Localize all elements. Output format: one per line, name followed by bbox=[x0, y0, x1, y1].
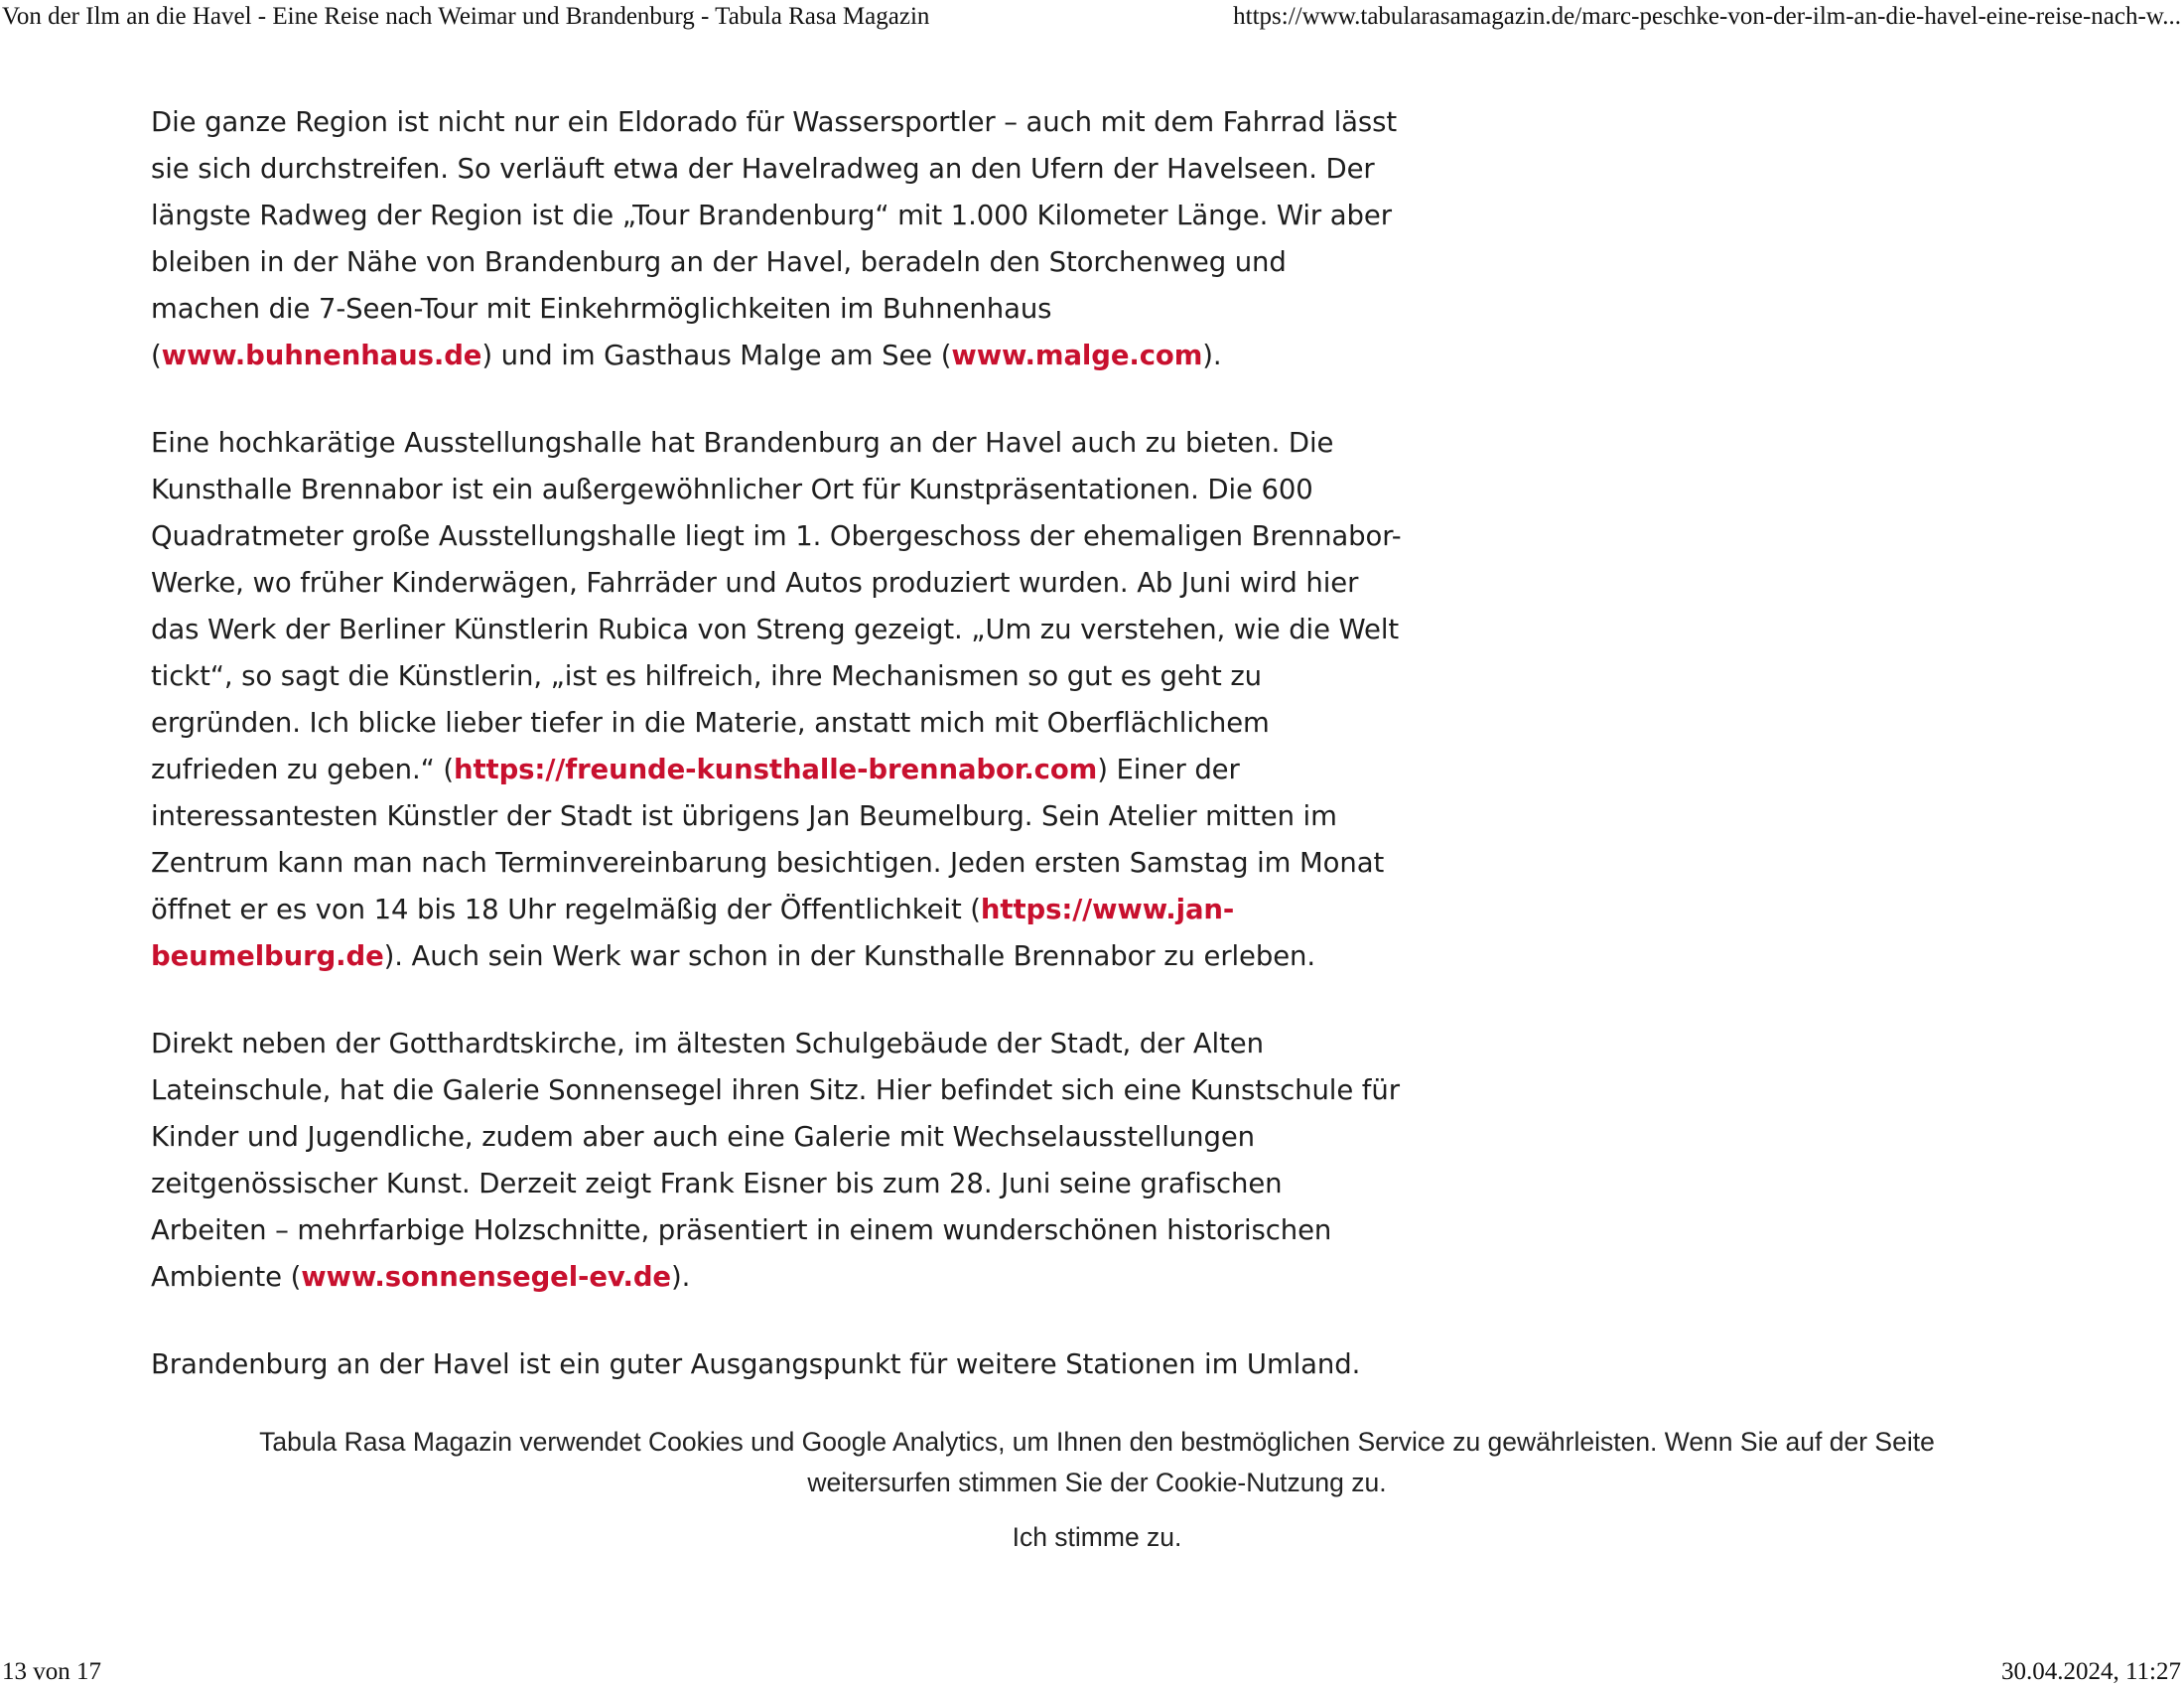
paragraph-text: ). Auch sein Werk war schon in der Kunsthalle Brennabor zu erleben. bbox=[383, 940, 1316, 972]
print-footer bbox=[0, 1658, 2184, 1688]
print-datetime: 30.04.2024, 11:27 bbox=[2000, 1658, 2181, 1685]
paragraph-umland bbox=[151, 1341, 1402, 1388]
article-body bbox=[151, 99, 1402, 1429]
paragraph-text: ) Einer der interessantesten Künstler der Stadt ist übrigens Jan Beumelburg. Sein Atelier mitten im Zentrum kann man nach Terminvereinbarung besichtigen. Jeden ersten Samstag im Monat öffnet er es von 14 bis 18 Uhr regelmäßig der Öffentlichkeit ( bbox=[151, 754, 1385, 925]
cookie-banner bbox=[208, 1422, 1985, 1558]
link-malge[interactable]: www.malge.com bbox=[951, 340, 1203, 371]
paragraph-text: ) und im Gasthaus Malge am See ( bbox=[481, 340, 952, 371]
paragraph-sonnensegel bbox=[151, 1021, 1402, 1301]
paragraph-text: Brandenburg an der Havel ist ein guter Ausgangspunkt für weitere Stationen im Umland. bbox=[151, 1348, 1361, 1380]
page-url: https://www.tabularasamagazin.de/marc-peschke-von-der-ilm-an-die-havel-eine-reise-nach-w... bbox=[1233, 3, 2181, 30]
paragraph-text: ). bbox=[1202, 340, 1222, 371]
paragraph-kunsthalle bbox=[151, 420, 1402, 980]
cookie-message: Tabula Rasa Magazin verwendet Cookies und Google Analytics, um Ihnen den bestmöglichen Service zu gewährleisten. Wenn Sie auf der Seite weitersurfen stimmen Sie der Cookie-Nutzung zu. bbox=[259, 1427, 1935, 1497]
paragraph-text: ). bbox=[670, 1261, 691, 1293]
link-jan-beumelburg[interactable]: https://www.jan-beumelburg.de bbox=[151, 894, 1235, 972]
paragraph-text: Direkt neben der Gotthardtskirche, im ältesten Schulgebäude der Stadt, der Alten Lateinschule, hat die Galerie Sonnensegel ihren Sitz. Hier befindet sich eine Kunstschule für Kinder und Jugendliche, zudem aber auch eine Galerie mit Wechselausstellungen zeitgenössischer Kunst. Derzeit zeigt Frank Eisner bis zum 28. Juni seine grafischen Arbeiten – mehrfarbige Holzschnitte, präsentiert in einem wunderschönen historischen Ambiente ( bbox=[151, 1028, 1400, 1293]
paragraph-text: Die ganze Region ist nicht nur ein Eldorado für Wassersportler – auch mit dem Fahrrad lässt sie sich durchstreifen. So verläuft etwa der Havelradweg an den Ufern der Havelseen. Der längste Radweg der Region ist die „Tour Brandenburg“ mit 1.000 Kilometer Länge. Wir aber bleiben in der Nähe von Brandenburg an der Havel, beradeln den Storchenweg und machen die 7-Seen-Tour mit Einkehrmöglichkeiten im Buhnenhaus ( bbox=[151, 106, 1398, 371]
paragraph-text: Eine hochkarätige Ausstellungshalle hat Brandenburg an der Havel auch zu bieten. Die Kunsthalle Brennabor ist ein außergewöhnlicher Ort für Kunstpräsentationen. Die 600 Quadratmeter große Ausstellungshalle liegt im 1. Obergeschoss der ehemaligen Brennabor-Werke, wo früher Kinderwägen, Fahrräder und Autos produziert wurden. Ab Juni wird hier das Werk der Berliner Künstlerin Rubica von Streng gezeigt. „Um zu verstehen, wie die Welt tickt“, so sagt die Künstlerin, „ist es hilfreich, ihre Mechanismen so gut es geht zu ergründen. Ich blicke lieber tiefer in die Materie, anstatt mich mit Oberflächlichem zufrieden zu geben.“ ( bbox=[151, 427, 1402, 785]
print-header bbox=[0, 0, 2184, 40]
link-buhnenhaus[interactable]: www.buhnenhaus.de bbox=[161, 340, 482, 371]
link-kunsthalle-brennabor[interactable]: https://freunde-kunsthalle-brennabor.com bbox=[454, 754, 1098, 785]
page-title: Von der Ilm an die Havel - Eine Reise nach Weimar und Brandenburg - Tabula Rasa Magazin bbox=[2, 3, 930, 30]
page-number: 13 von 17 bbox=[2, 1658, 101, 1685]
cookie-accept-button[interactable]: Ich stimme zu. bbox=[1012, 1522, 1182, 1552]
link-sonnensegel[interactable]: www.sonnensegel-ev.de bbox=[301, 1261, 671, 1293]
paragraph-cycling bbox=[151, 99, 1402, 379]
